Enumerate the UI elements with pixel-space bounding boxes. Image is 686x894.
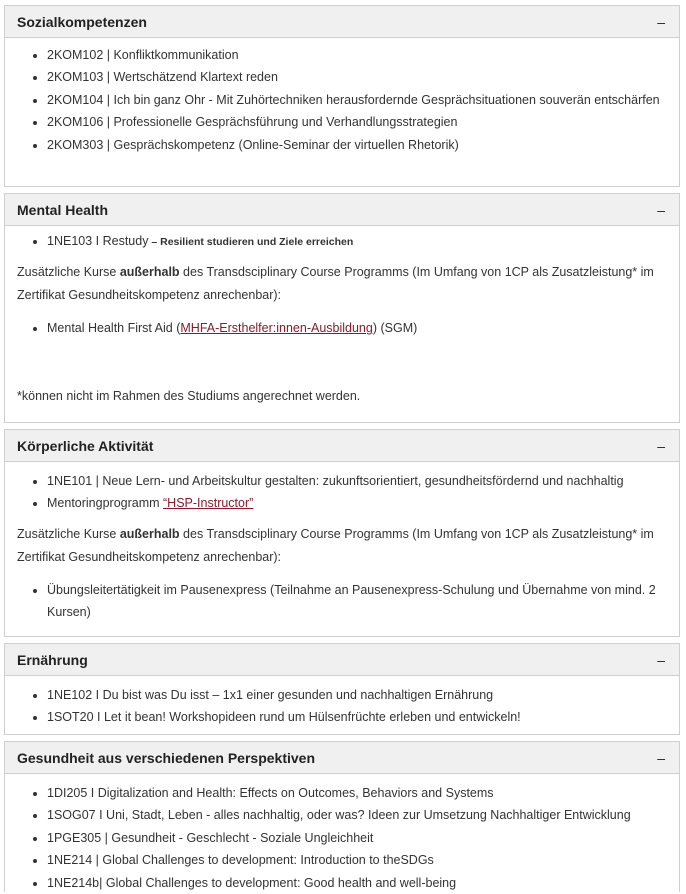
panel-title: Körperliche Aktivität [17, 437, 154, 454]
note-bold: außerhalb [119, 526, 180, 541]
collapse-icon[interactable]: – [657, 437, 665, 454]
panel-title: Mental Health [17, 201, 109, 218]
extra-course-list [17, 317, 667, 339]
course-list [17, 230, 667, 253]
accordion-header-gesundheit-perspektiven[interactable] [5, 742, 679, 774]
list-item: • 1PGE305 | Gesundheit - Geschlecht - Soziale Ungleichheit [47, 827, 667, 849]
panel-body [5, 774, 679, 894]
panel-title: Gesundheit aus verschiedenen Perspektiven [17, 749, 316, 766]
panel-body [5, 226, 679, 408]
course-list [17, 782, 667, 894]
list-item: • 1NE214 | Global Challenges to development: Introduction to theSDGs [47, 849, 667, 871]
course-code: 1NE103 I Restudy [47, 234, 149, 248]
note-text: Zusätzliche Kurse [17, 526, 120, 541]
collapse-icon[interactable]: – [657, 749, 665, 766]
course-description: – Resilient studieren und Ziele erreichen [148, 236, 354, 248]
list-item: • 1NE101 | Neue Lern- und Arbeitskultur gestalten: zukunftsorientiert, gesundheitsfördernd und nachhaltig [47, 470, 667, 492]
item-text: Mental Health First Aid ( [47, 321, 181, 336]
accordion-header-mental-health[interactable] [5, 194, 679, 226]
course-list [17, 470, 667, 515]
note-bold: außerhalb [119, 265, 180, 280]
panel-title: Ernährung [17, 651, 88, 668]
accordion-mental-health [4, 193, 680, 423]
panel-body [5, 462, 679, 624]
panel-title: Sozialkompetenzen [17, 13, 147, 30]
list-item: • 2KOM103 | Wertschätzend Klartext reden [47, 66, 667, 88]
extra-course-list [17, 579, 667, 624]
item-text: Mentoringprogramm [47, 496, 164, 511]
list-item: • 1SOG07 I Uni, Stadt, Leben - alles nachhaltig, oder was? Ideen zur Umsetzung Nachhaltiger Entwicklung [47, 804, 667, 826]
extra-courses-note [17, 523, 667, 569]
course-list [17, 684, 667, 729]
list-item [47, 492, 667, 514]
extra-courses-note [17, 261, 667, 307]
accordion-header-ernaehrung[interactable] [5, 644, 679, 676]
panel-body [5, 38, 679, 156]
list-item: • 1SOT20 I Let it bean! Workshopideen rund um Hülsenfrüchte erleben und entwickeln! [47, 706, 667, 728]
list-item: • 1DI205 I Digitalization and Health: Effects on Outcomes, Behaviors and Systems [47, 782, 667, 804]
list-item [47, 230, 667, 253]
hsp-instructor-link[interactable]: “HSP-Instructor” [163, 496, 254, 511]
accordion-sozialkompetenzen [4, 5, 680, 187]
list-item: • 1NE102 I Du bist was Du isst – 1x1 einer gesunden und nachhaltigen Ernährung [47, 684, 667, 706]
accordion-ernaehrung [4, 643, 680, 735]
accordion-gesundheit-perspektiven [4, 741, 680, 892]
list-item [47, 317, 667, 339]
list-item: • 2KOM106 | Professionelle Gesprächsführung und Verhandlungsstrategien [47, 111, 667, 133]
footnote: *können nicht im Rahmen des Studiums angerechnet werden. [17, 388, 361, 403]
list-item: • 1NE214b| Global Challenges to development: Good health and well-being [47, 872, 667, 894]
accordion-header-koerperliche-aktivitaet[interactable] [5, 430, 679, 462]
collapse-icon[interactable]: – [657, 201, 665, 218]
list-item: • Übungsleitertätigkeit im Pausenexpress (Teilnahme an Pausenexpress-Schulung und Übernahme von mind. 2 Kursen) [47, 579, 667, 624]
accordion-header-sozialkompetenzen[interactable] [5, 6, 679, 38]
course-list [17, 44, 667, 156]
note-text: des Transdsciplinary Course Programms (Im Umfang von 1CP als Zusatzleistung* im Zertifikat Gesundheitskompetenz anrechenbar): [17, 526, 654, 564]
collapse-icon[interactable]: – [657, 13, 665, 30]
list-item: • 2KOM102 | Konfliktkommunikation [47, 44, 667, 66]
collapse-icon[interactable]: – [657, 651, 665, 668]
mhfa-link[interactable]: MHFA-Ersthelfer:innen-Ausbildung [180, 321, 373, 336]
accordion-koerperliche-aktivitaet [4, 429, 680, 637]
note-text: des Transdsciplinary Course Programms (Im Umfang von 1CP als Zusatzleistung* im Zertifikat Gesundheitskompetenz anrechenbar): [17, 265, 654, 303]
list-item: • 2KOM104 | Ich bin ganz Ohr - Mit Zuhörtechniken herausfordernde Gesprächsituationen souverän entschärfen [47, 89, 667, 111]
panel-body [5, 676, 679, 729]
note-text: Zusätzliche Kurse [17, 265, 120, 280]
list-item: • 2KOM303 | Gesprächskompetenz (Online-Seminar der virtuellen Rhetorik) [47, 134, 667, 156]
item-text: ) (SGM) [372, 321, 418, 336]
